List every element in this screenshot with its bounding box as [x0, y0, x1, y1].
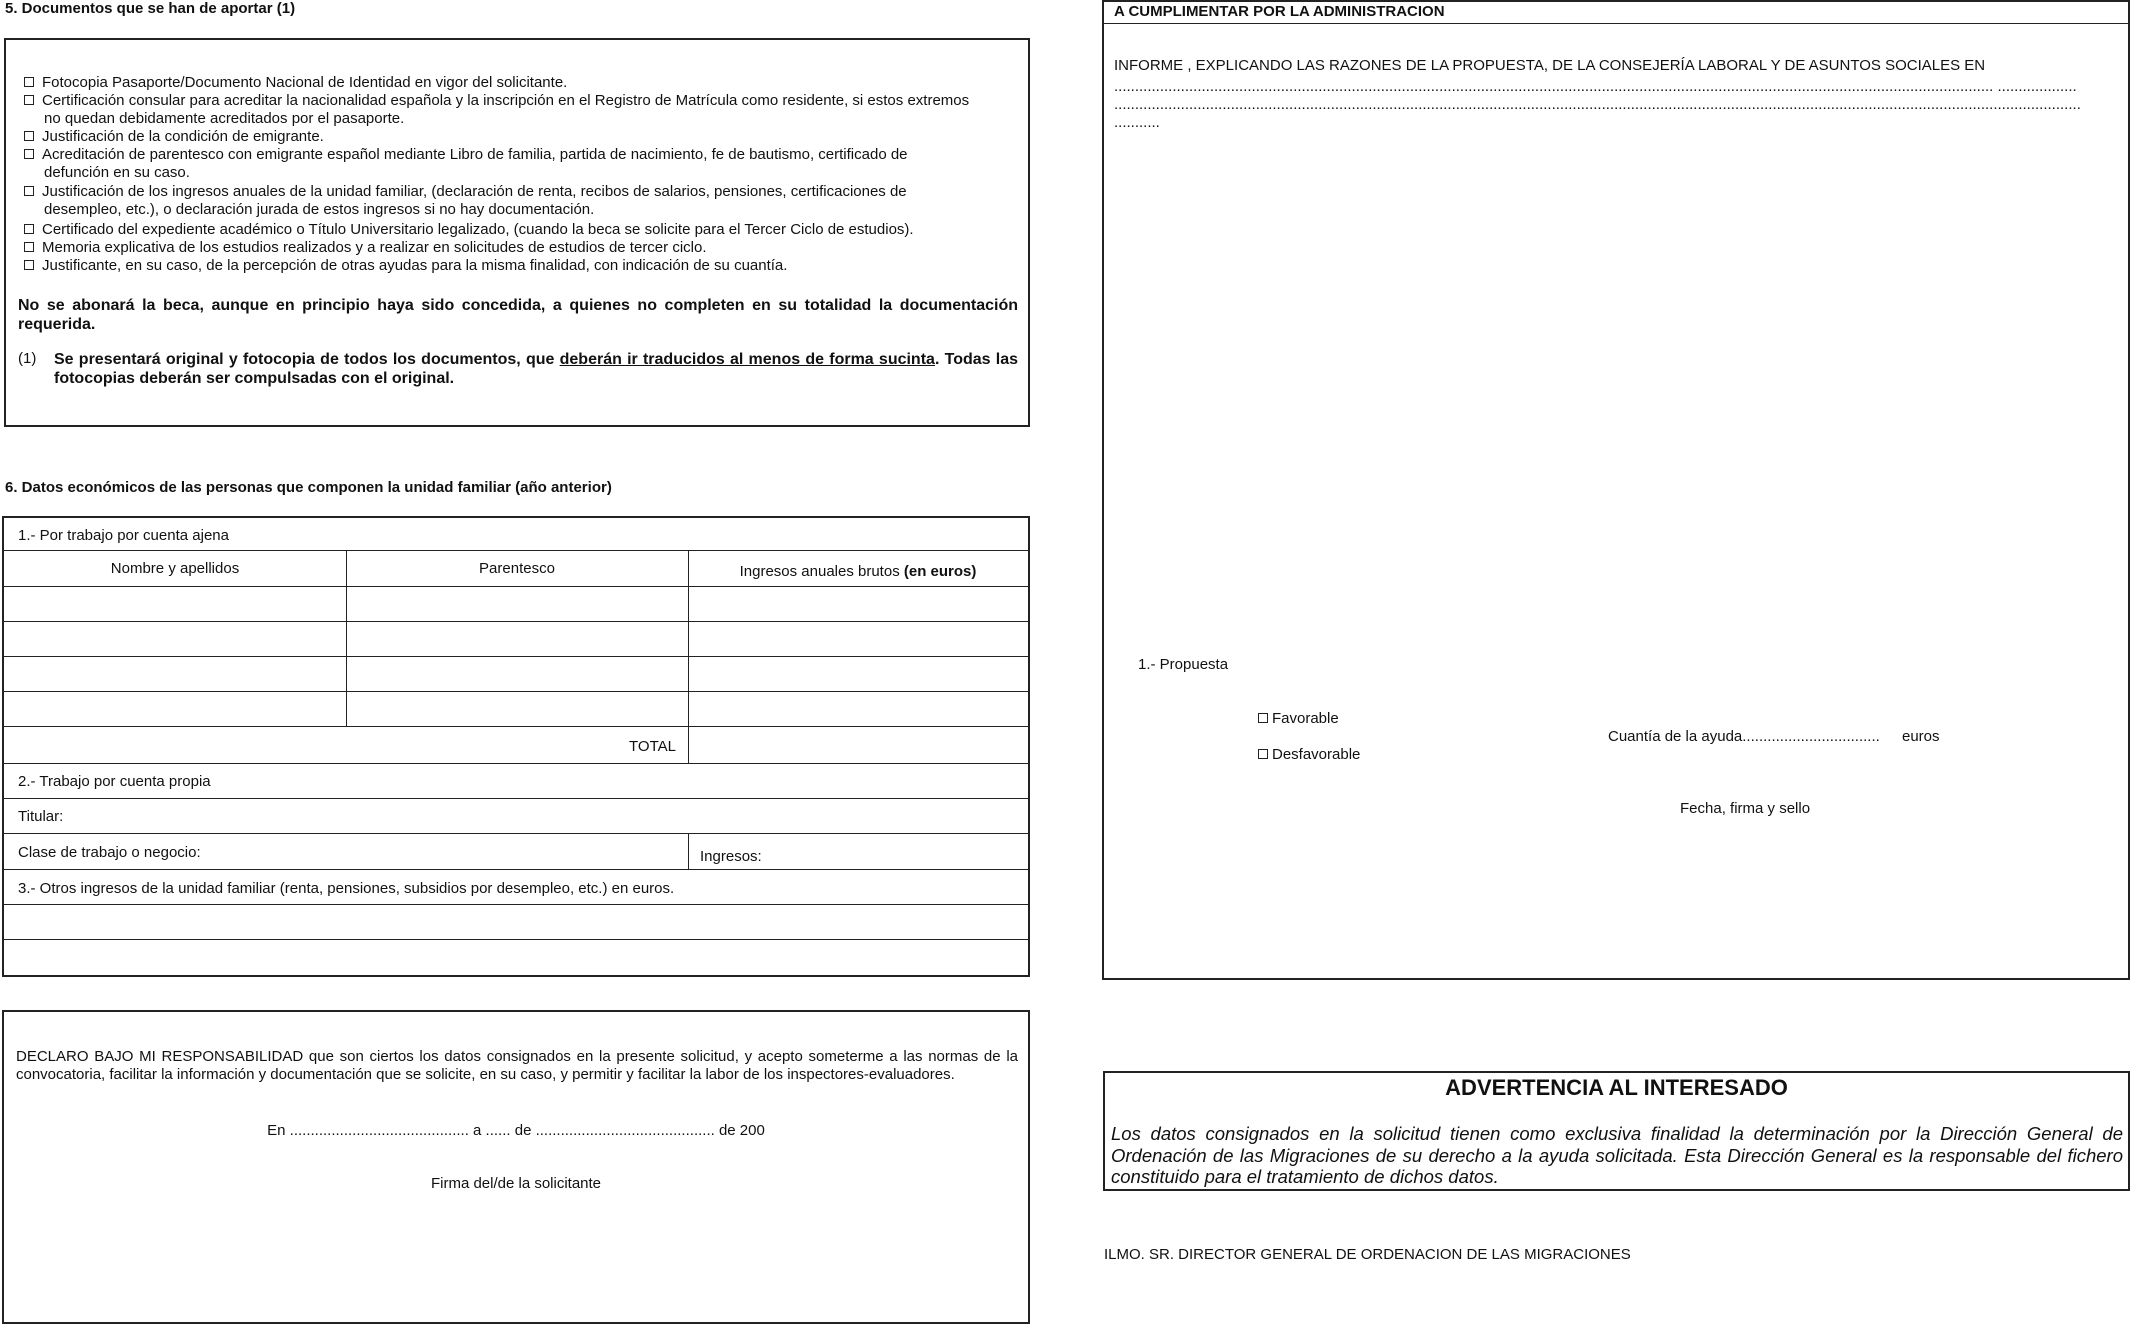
- place-date-line: En ........................................... a ...... de ........................................... de 200: [267, 1122, 765, 1139]
- euros-label: euros: [1902, 728, 1940, 745]
- document-item: Certificación consular para acreditar la nacionalidad española y la inscripción en el Registro de Matrícula como residente, si estos extremos no quedan debidamente acreditados por el pasaporte.: [24, 92, 1024, 128]
- checkbox[interactable]: [1258, 749, 1268, 759]
- note-text: Se presentará original y fotocopia de todos los documentos, que deberán ir traducidos al menos de forma sucinta. Todas las fotocopias deberán ser compulsadas con el original.: [54, 351, 1018, 387]
- column-header-relationship: Parentesco: [479, 560, 555, 577]
- date-signature-seal-label: Fecha, firma y sello: [1680, 800, 1811, 817]
- report-instructions: INFORME , EXPLICANDO LAS RAZONES DE LA PROPUESTA, DE LA CONSEJERÍA LABORAL Y DE ASUNTOS SOCIALES EN: [1114, 57, 1986, 74]
- documents-box: [4, 38, 1030, 427]
- subsection-self-employment: 2.- Trabajo por cuenta propia: [18, 773, 211, 790]
- document-item: Certificado del expediente académico o Título Universitario legalizado, (cuando la beca se solicite para el Tercer Ciclo de estudios).: [24, 221, 1024, 239]
- subsection-other-income: 3.- Otros ingresos de la unidad familiar (renta, pensiones, subsidios por desempleo, etc.) en euros.: [18, 880, 675, 897]
- addressee: ILMO. SR. DIRECTOR GENERAL DE ORDENACION DE LAS MIGRACIONES: [1104, 1246, 1631, 1263]
- warning-title: ADVERTENCIA AL INTERESADO: [1445, 1075, 1788, 1100]
- checkbox[interactable]: [24, 224, 34, 234]
- checkbox[interactable]: [24, 131, 34, 141]
- document-item: Justificación de la condición de emigrante.: [24, 128, 1024, 146]
- section5-heading: 5. Documentos que se han de aportar (1): [5, 0, 296, 17]
- document-item: Justificante, en su caso, de la percepción de otras ayudas para la misma finalidad, con indicación de su cuantía.: [24, 257, 1024, 275]
- proposal-label: 1.- Propuesta: [1138, 656, 1229, 673]
- subsection-employment: 1.- Por trabajo por cuenta ajena: [18, 527, 229, 544]
- checkbox[interactable]: [24, 149, 34, 159]
- unfavorable-option[interactable]: Desfavorable: [1258, 746, 1360, 764]
- checkbox[interactable]: [24, 77, 34, 87]
- declaration-box: [2, 1010, 1030, 1324]
- document-item: Memoria explicativa de los estudios realizados y a realizar en solicitudes de estudios de tercer ciclo.: [24, 239, 1024, 257]
- warning-box: [1103, 1071, 2130, 1191]
- business-type-label: Clase de trabajo o negocio:: [18, 844, 201, 861]
- administration-heading: A CUMPLIMENTAR POR LA ADMINISTRACION: [1114, 3, 1445, 20]
- column-header-name: Nombre y apellidos: [110, 560, 240, 577]
- administration-box: [1102, 0, 2130, 980]
- report-line[interactable]: ...........: [1114, 114, 1160, 131]
- aid-amount-field[interactable]: Cuantía de la ayuda.................................: [1608, 728, 1880, 745]
- checkbox[interactable]: [24, 186, 34, 196]
- favorable-option[interactable]: Favorable: [1258, 710, 1339, 728]
- checkbox[interactable]: [1258, 713, 1268, 723]
- document-item: Justificación de los ingresos anuales de la unidad familiar, (declaración de renta, recibos de salarios, pensiones, certificaciones de desempleo, etc.), o declaración jurada de estos ingresos si no hay documentación.: [24, 183, 1024, 219]
- document-item: Acreditación de parentesco con emigrante español mediante Libro de familia, partida de nacimiento, fe de bautismo, certificado de defunción en su caso.: [24, 146, 1024, 182]
- titular-label: Titular:: [18, 808, 64, 825]
- total-label: TOTAL: [629, 738, 676, 755]
- checkbox[interactable]: [24, 95, 34, 105]
- section6-heading: 6. Datos económicos de las personas que componen la unidad familiar (año anterior): [5, 479, 612, 496]
- column-header-income: Ingresos anuales brutos (en euros): [739, 563, 977, 580]
- document-item: Fotocopia Pasaporte/Documento Nacional de Identidad en vigor del solicitante.: [24, 74, 1024, 92]
- note-marker: (1): [18, 350, 37, 367]
- checkbox[interactable]: [24, 260, 34, 270]
- warning-text: Los datos consignados en la solicitud tienen como exclusiva finalidad la determinación por la Dirección General de Ordenación de las Migraciones de su derecho a la ayuda solicitada. Esta Dirección General es la responsable del fichero constituido para el tratamiento de dichos datos.: [1111, 1123, 2123, 1187]
- report-line[interactable]: ........................................................................................................................................................................................................................................: [1114, 96, 2081, 113]
- report-line[interactable]: ................................................................................................................................................................................................................... ...................: [1114, 78, 2077, 95]
- economic-data-table: [2, 516, 1030, 977]
- documentation-warning: No se abonará la beca, aunque en principio haya sido concedida, a quienes no completen en su totalidad la documentación requerida.: [18, 297, 1018, 333]
- declaration-text: DECLARO BAJO MI RESPONSABILIDAD que son ciertos los datos consignados en la presente solicitud, y acepto someterme a las normas de la convocatoria, facilitar la información y documentación que se solicite, en su caso, y permitir y facilitar la labor de los inspectores-evaluadores.: [16, 1048, 1018, 1083]
- signature-label: Firma del/de la solicitante: [430, 1175, 602, 1192]
- income-label: Ingresos:: [700, 848, 762, 865]
- checkbox[interactable]: [24, 242, 34, 252]
